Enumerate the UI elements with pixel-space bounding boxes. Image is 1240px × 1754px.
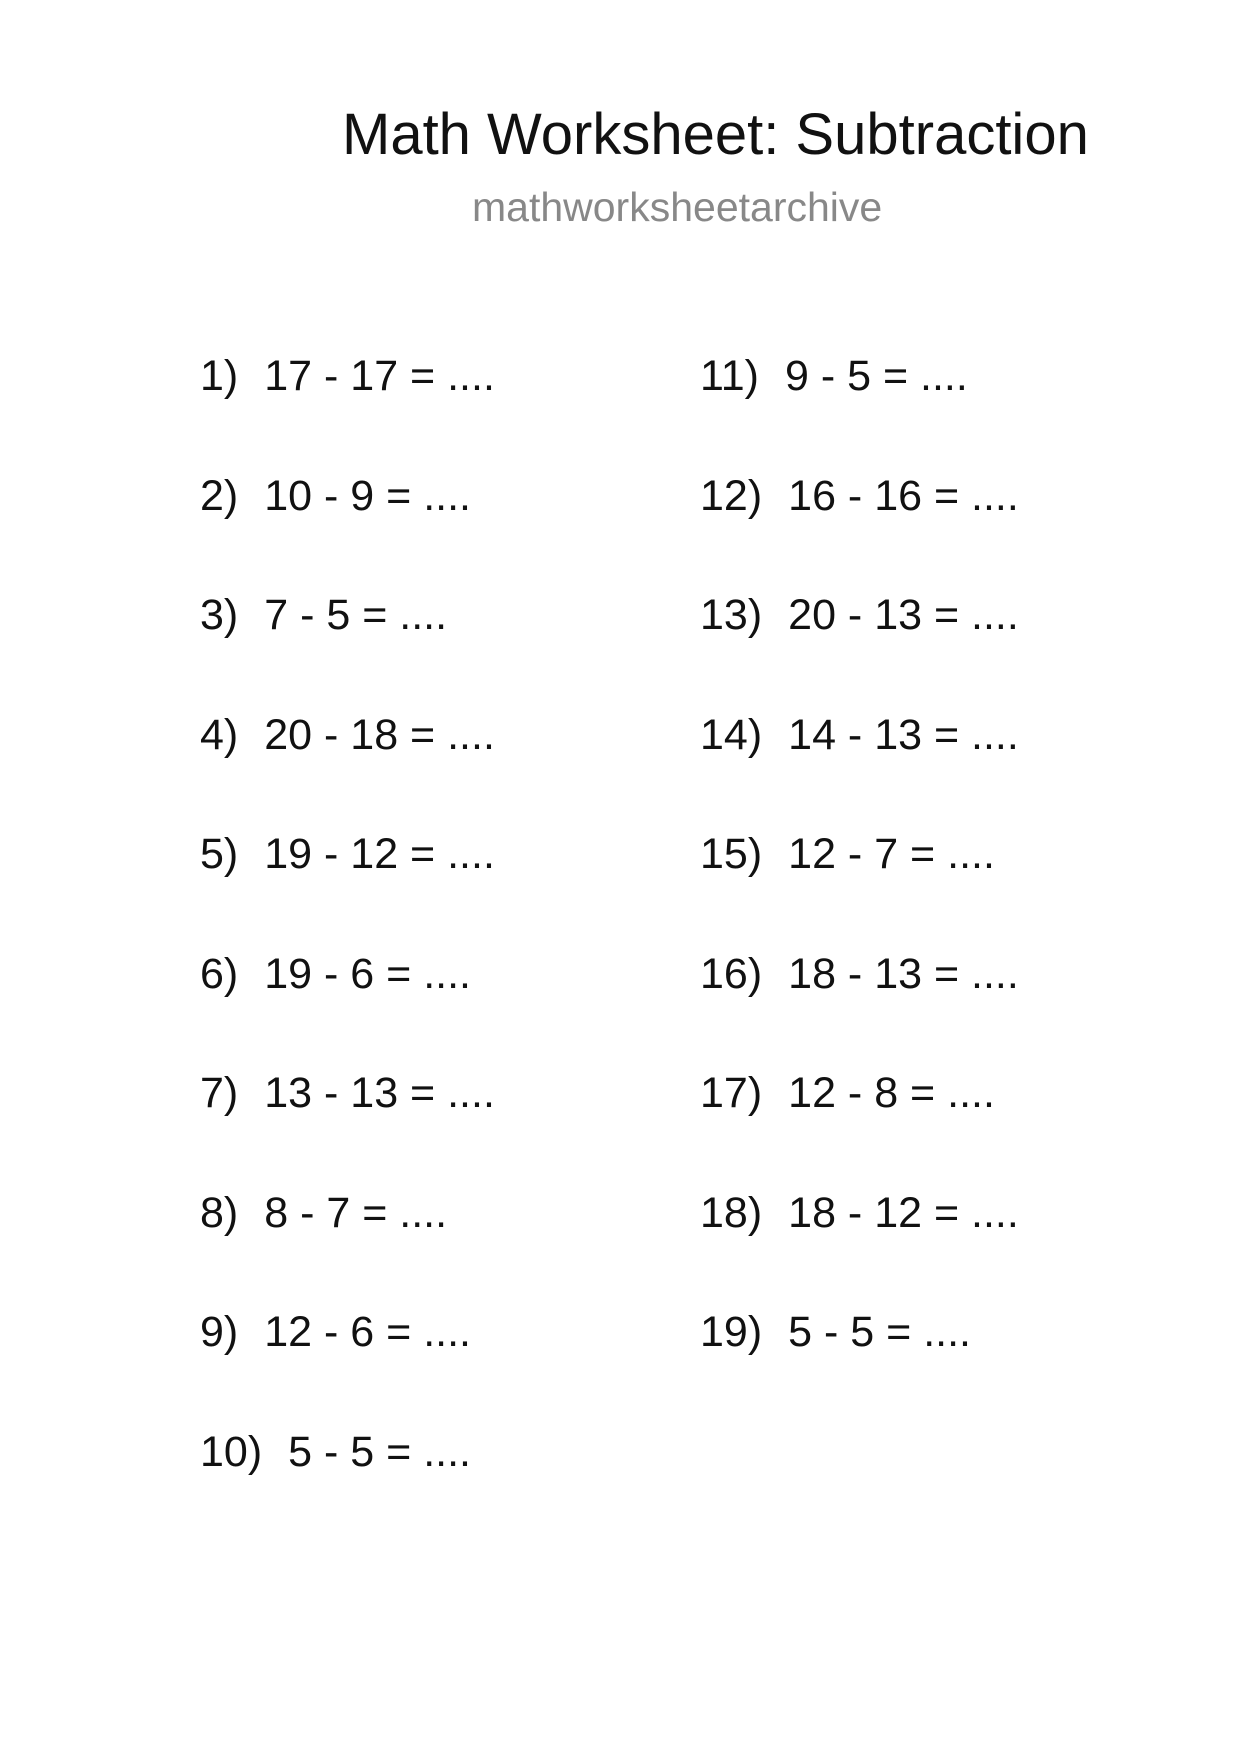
- problem-item: [200, 350, 495, 402]
- problem-expression: 20 - 18 = ....: [264, 711, 495, 759]
- problem-expression: 8 - 7 = ....: [264, 1189, 448, 1237]
- problem-item: [700, 350, 968, 402]
- problem-expression: 5 - 5 = ....: [788, 1308, 971, 1356]
- problem-expression: 12 - 6 = ....: [264, 1308, 471, 1356]
- problem-number: 14): [700, 711, 763, 759]
- problem-expression: 18 - 13 = ....: [788, 950, 1019, 998]
- problem-number: 8): [200, 1189, 239, 1237]
- problem-item: [700, 1187, 1019, 1239]
- problem-item: [700, 709, 1019, 761]
- problem-item: [700, 589, 1019, 641]
- problem-number: 5): [200, 830, 239, 878]
- problem-item: [700, 470, 1019, 522]
- problem-number: 1): [200, 352, 239, 400]
- problem-number: 7): [200, 1069, 239, 1117]
- problem-expression: 12 - 7 = ....: [788, 830, 995, 878]
- problem-number: 18): [700, 1189, 763, 1237]
- problem-expression: 17 - 17 = ....: [264, 352, 495, 400]
- problem-item: [200, 1306, 471, 1358]
- problem-item: [200, 1426, 471, 1478]
- problem-number: 2): [200, 472, 239, 520]
- problem-expression: 20 - 13 = ....: [788, 591, 1019, 639]
- problem-item: [200, 709, 495, 761]
- problem-expression: 18 - 12 = ....: [788, 1189, 1019, 1237]
- problem-number: 11): [700, 352, 759, 400]
- problem-item: [700, 828, 995, 880]
- problem-item: [700, 1306, 971, 1358]
- problem-number: 15): [700, 830, 763, 878]
- problem-item: [200, 589, 447, 641]
- problem-number: 4): [200, 711, 239, 759]
- problem-number: 13): [700, 591, 763, 639]
- problem-item: [700, 1067, 995, 1119]
- problem-expression: 7 - 5 = ....: [264, 591, 448, 639]
- problem-number: 9): [200, 1308, 239, 1356]
- problem-item: [200, 470, 471, 522]
- problem-expression: 9 - 5 = ....: [784, 352, 968, 400]
- problem-number: 17): [700, 1069, 763, 1117]
- problem-number: 16): [700, 950, 763, 998]
- problem-expression: 13 - 13 = ....: [264, 1069, 495, 1117]
- problem-number: 19): [700, 1308, 763, 1356]
- problem-number: 3): [200, 591, 239, 639]
- problem-item: [200, 1067, 495, 1119]
- problem-expression: 19 - 12 = ....: [264, 830, 495, 878]
- problem-expression: 19 - 6 = ....: [264, 950, 471, 998]
- problem-expression: 14 - 13 = ....: [788, 711, 1019, 759]
- worksheet-title: Math Worksheet: Subtraction: [342, 102, 1089, 167]
- problem-number: 10): [200, 1428, 263, 1476]
- problem-item: [700, 948, 1019, 1000]
- problem-item: [200, 828, 495, 880]
- problem-item: [200, 948, 471, 1000]
- problem-item: [200, 1187, 447, 1239]
- problem-expression: 16 - 16 = ....: [788, 472, 1019, 520]
- problem-expression: 12 - 8 = ....: [788, 1069, 995, 1117]
- problem-expression: 5 - 5 = ....: [288, 1428, 471, 1476]
- problem-number: 6): [200, 950, 239, 998]
- problem-expression: 10 - 9 = ....: [264, 472, 471, 520]
- problem-number: 12): [700, 472, 763, 520]
- worksheet-subtitle: mathworksheetarchive: [472, 184, 883, 230]
